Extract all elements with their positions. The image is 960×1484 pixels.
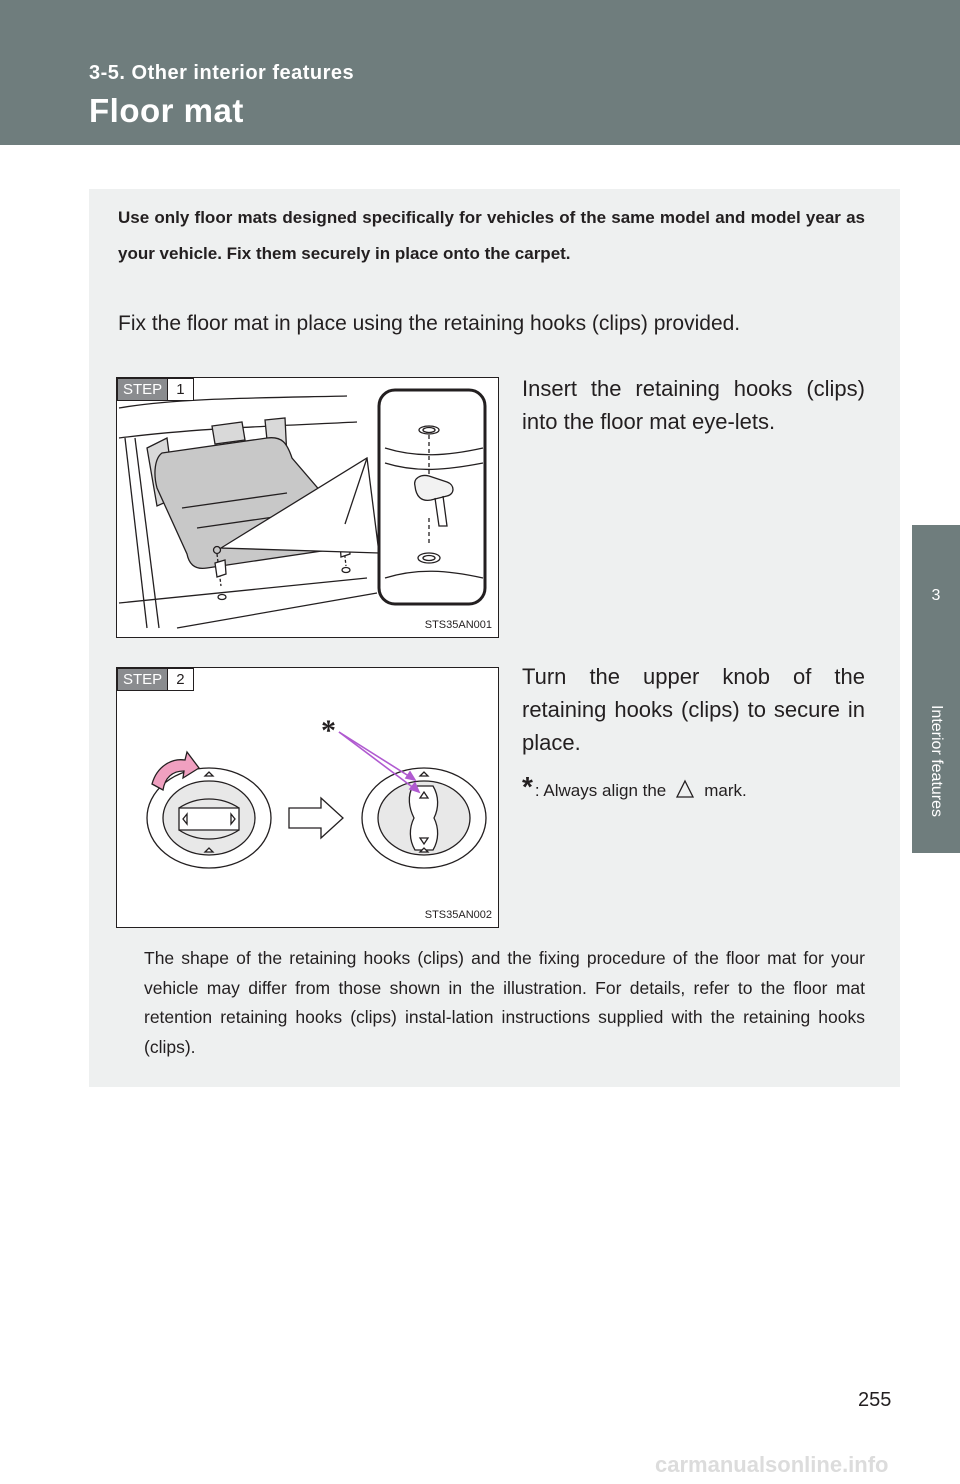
step2-illustration <box>116 667 499 928</box>
triangle-mark-icon <box>675 779 695 804</box>
chapter-tab[interactable] <box>912 525 960 853</box>
knob-rotation-illustration <box>117 668 499 928</box>
footer-note: The shape of the retaining hooks (clips) and the fixing procedure of the floor mat for your vehicle may differ from those shown in the illustration. For details, refer to the floor mat retention retaining hooks (clips) instal-lation instructions supplied with the retaining hooks (clips). <box>144 948 865 1057</box>
alignment-star: * <box>321 714 336 747</box>
page-header <box>0 0 960 145</box>
figure-code-2: STS35AN002 <box>424 909 492 921</box>
fix-instruction: Fix the floor mat in place using the retaining hooks (clips) provided. <box>118 312 741 335</box>
chapter-label: Interior features <box>928 704 945 818</box>
step1-illustration <box>116 377 499 638</box>
page-number: 255 <box>858 1389 892 1411</box>
step2-badge: STEP 2 <box>117 668 194 691</box>
figure-code-1: STS35AN001 <box>424 619 492 631</box>
note-text-after: mark. <box>704 781 747 800</box>
floor-mat-hooks-illustration <box>117 378 499 638</box>
intro-warning: Use only floor mats designed specifically for vehicles of the same model and model year as your vehicle. Fix them securely in place onto the carpet. <box>118 208 865 263</box>
chapter-number: 3 <box>931 587 941 604</box>
step2-text: Turn the upper knob of the retaining hooks (clips) to secure in place. <box>522 664 865 755</box>
section-label: 3-5. Other interior features <box>89 62 355 84</box>
step1-badge: STEP 1 <box>117 378 194 401</box>
alignment-note <box>522 771 747 807</box>
note-text-before: : Always align the <box>534 781 667 800</box>
watermark: carmanualsonline.info <box>655 1452 889 1477</box>
step1-text: Insert the retaining hooks (clips) into the floor mat eye-lets. <box>522 376 865 434</box>
note-star: * <box>522 771 533 802</box>
page-title: Floor mat <box>89 92 244 129</box>
